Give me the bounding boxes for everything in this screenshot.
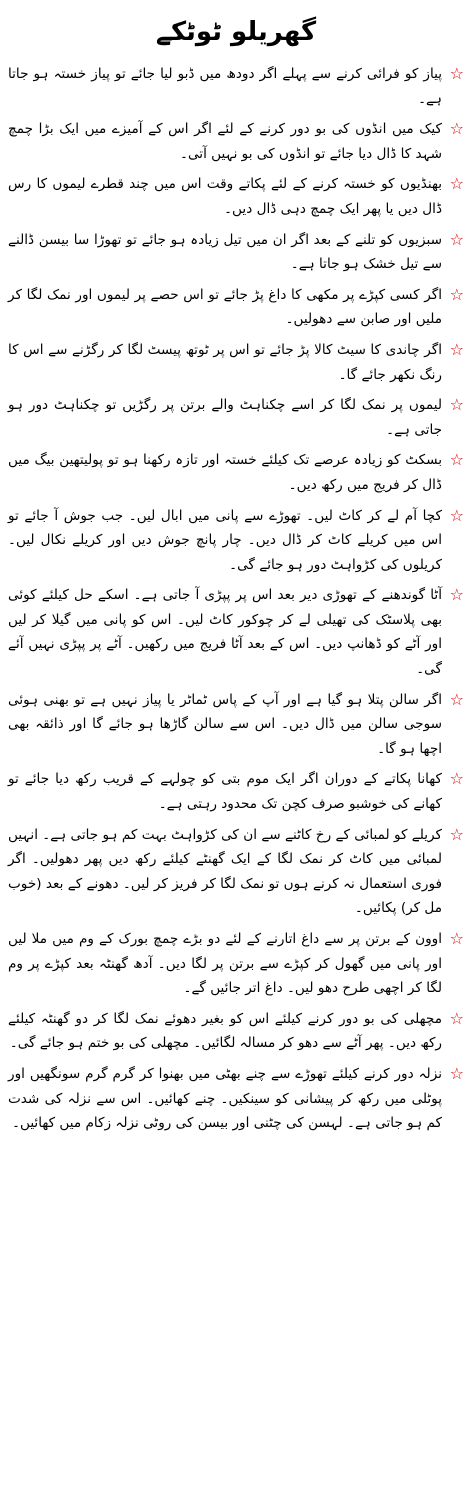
star-outline-icon: ☆ [449,585,464,605]
tip-item [8,688,464,762]
tip-item [8,927,464,1001]
tip-text: سبزیوں کو تلنے کے بعد اگر ان میں تیل زیادہ ہو جائے تو تھوڑا سا بیسن ڈالنے سے تیل خشک ہو جاتا ہے۔ [8,231,442,273]
star-outline-icon: ☆ [449,824,464,844]
star-outline-icon: ☆ [449,339,464,359]
tip-text: لیموں پر نمک لگا کر اسے چکناہٹ والے برتن پر رگڑیں تو چکناہٹ دور ہو جاتی ہے۔ [8,397,442,438]
page-title: گھریلو ٹوٹکے [155,17,317,47]
star-outline-icon: ☆ [449,769,464,789]
tip-item [8,1007,464,1056]
star-outline-icon: ☆ [449,284,464,304]
tip-text: آٹا گوندھنے کے تھوڑی دیر بعد اس پر پپڑی آ جاتی ہے۔ اسکے حل کیلئے کوئی بھی پلاسٹک کی تھیلی لے کر چوکور کاٹ لیں۔ اس کو پانی میں گیلا کر لیں اور آٹے کو ڈھانپ دیں۔ اس کے بعد آٹا فریج میں رکھیں۔ آٹے پر پپڑی نہیں آئے گی۔ [8,587,442,678]
star-outline-icon: ☆ [449,395,464,415]
tip-item [8,228,464,277]
tip-item [8,283,464,332]
tip-text: نزلہ دور کرنے کیلئے تھوڑے سے چنے بھٹی میں بھنوا کر گرم گرم سونگھیں اور پوٹلی میں رکھ کر پیشانی کو سینکیں۔ چنے کھائیں۔ اس سے نزلہ کی شدت کم ہو جاتی ہے۔ لہسن کی چٹنی اور بیسن کی روٹی نزلہ زکام میں کھائیں۔ [8,1065,442,1132]
tip-text: کیک میں انڈوں کی بو دور کرنے کے لئے اگر اس کے آمیزے میں ایک بڑا چمچ شہد کا ڈال دیا جائے تو انڈوں کی بو نہیں آتی۔ [8,121,442,162]
tip-text: بسکٹ کو زیادہ عرصے تک کیلئے خستہ اور تازہ رکھنا ہو تو پولیتھین بیگ میں ڈال کر فریج میں رکھ دیں۔ [8,452,442,493]
tip-text: پیاز کو فرائی کرنے سے پہلے اگر دودھ میں ڈبو لیا جائے تو پیاز خستہ ہو جاتا ہے۔ [8,66,442,107]
tip-text: بھنڈیوں کو خستہ کرنے کے لئے پکاتے وقت اس میں چند قطرے لیموں کا رس ڈال دیں یا پھر ایک چمچ دہی ڈال دیں۔ [8,176,442,217]
tip-text: مچھلی کی بو دور کرنے کیلئے اس کو بغیر دھوئے نمک لگا کر دو گھنٹہ کیلئے رکھ دیں۔ پھر آٹے سے دھو کر مسالہ لگائیں۔ مچھلی کی بو ختم ہو جائے گی۔ [8,1010,442,1052]
tip-text: اوون کے برتن پر سے داغ اتارنے کے لئے دو بڑے چمچ بورک کے وم میں ملا لیں اور پانی میں گھول کر کپڑے سے برتن پر لگا دیں۔ آدھ گھنٹہ بعد کپڑے پر وم لگا کر اچھی طرح دھو لیں۔ داغ اتر جائیں گے۔ [8,931,442,997]
tip-item [8,62,464,111]
tip-item [8,1062,464,1136]
tip-text: کریلے کو لمبائی کے رخ کاٹنے سے ان کی کڑواہٹ بہت کم ہو جاتی ہے۔ انہیں لمبائی میں کاٹ کر نمک لگا کے ایک گھنٹے کیلئے رکھ دیں پھر دھولیں۔ اگر فوری استعمال نہ کرنے ہوں تو نمک لگا کر فریز کر لیں۔ دھونے کے بعد (خوب مل کر) پکائیں۔ [8,826,442,917]
star-outline-icon: ☆ [449,1063,464,1083]
star-outline-icon: ☆ [449,689,464,709]
tip-item [8,504,464,578]
tip-item [8,338,464,387]
tip-item [8,823,464,921]
tip-item [8,448,464,497]
star-outline-icon: ☆ [449,929,464,948]
star-outline-icon: ☆ [449,1008,464,1028]
tip-item [8,583,464,681]
tip-text: کچا آم لے کر کاٹ لیں۔ تھوڑے سے پانی میں ابال لیں۔ جب جوش آ جائے تو اس میں کریلے کاٹ کر ڈال دیں۔ چار پانچ جوش دیں اور کریلے نکال لیں۔ کریلوں کی کڑواہٹ دور ہو جائے گی۔ [8,507,442,573]
tip-text: اگر سالن پتلا ہو گیا ہے اور آپ کے پاس ٹماٹر یا پیاز نہیں ہے تو بھنی ہوئی سوجی سالن میں ڈال دیں۔ اس سے سالن گاڑھا ہو جائے گا اور ذائقہ بھی اچھا ہو گا۔ [8,691,442,757]
tip-item [8,117,464,166]
tip-item [8,393,464,442]
tip-text: کھانا پکاتے کے دوران اگر ایک موم بتی کو چولہے کے قریب رکھ دیا جائے تو کھانے کی خوشبو صرف کچن تک محدود رہتی ہے۔ [8,771,442,813]
star-outline-icon: ☆ [449,229,464,249]
tip-item [8,172,464,221]
star-outline-icon: ☆ [449,450,464,470]
tips-list [8,62,464,1136]
star-outline-icon: ☆ [449,174,464,194]
tip-item [8,767,464,816]
star-outline-icon: ☆ [449,64,464,83]
tip-text: اگر کسی کپڑے پر مکھی کا داغ پڑ جائے تو اس حصے پر لیموں اور نمک لگا کر ملیں اور صابن سے دھولیں۔ [8,286,442,328]
star-outline-icon: ☆ [449,505,464,525]
star-outline-icon: ☆ [449,119,464,139]
tip-text: اگر چاندی کا سیٹ کالا پڑ جائے تو اس پر ٹوتھ پیسٹ لگا کر رگڑنے سے اس کا رنگ نکھر جائے گا۔ [8,341,442,383]
